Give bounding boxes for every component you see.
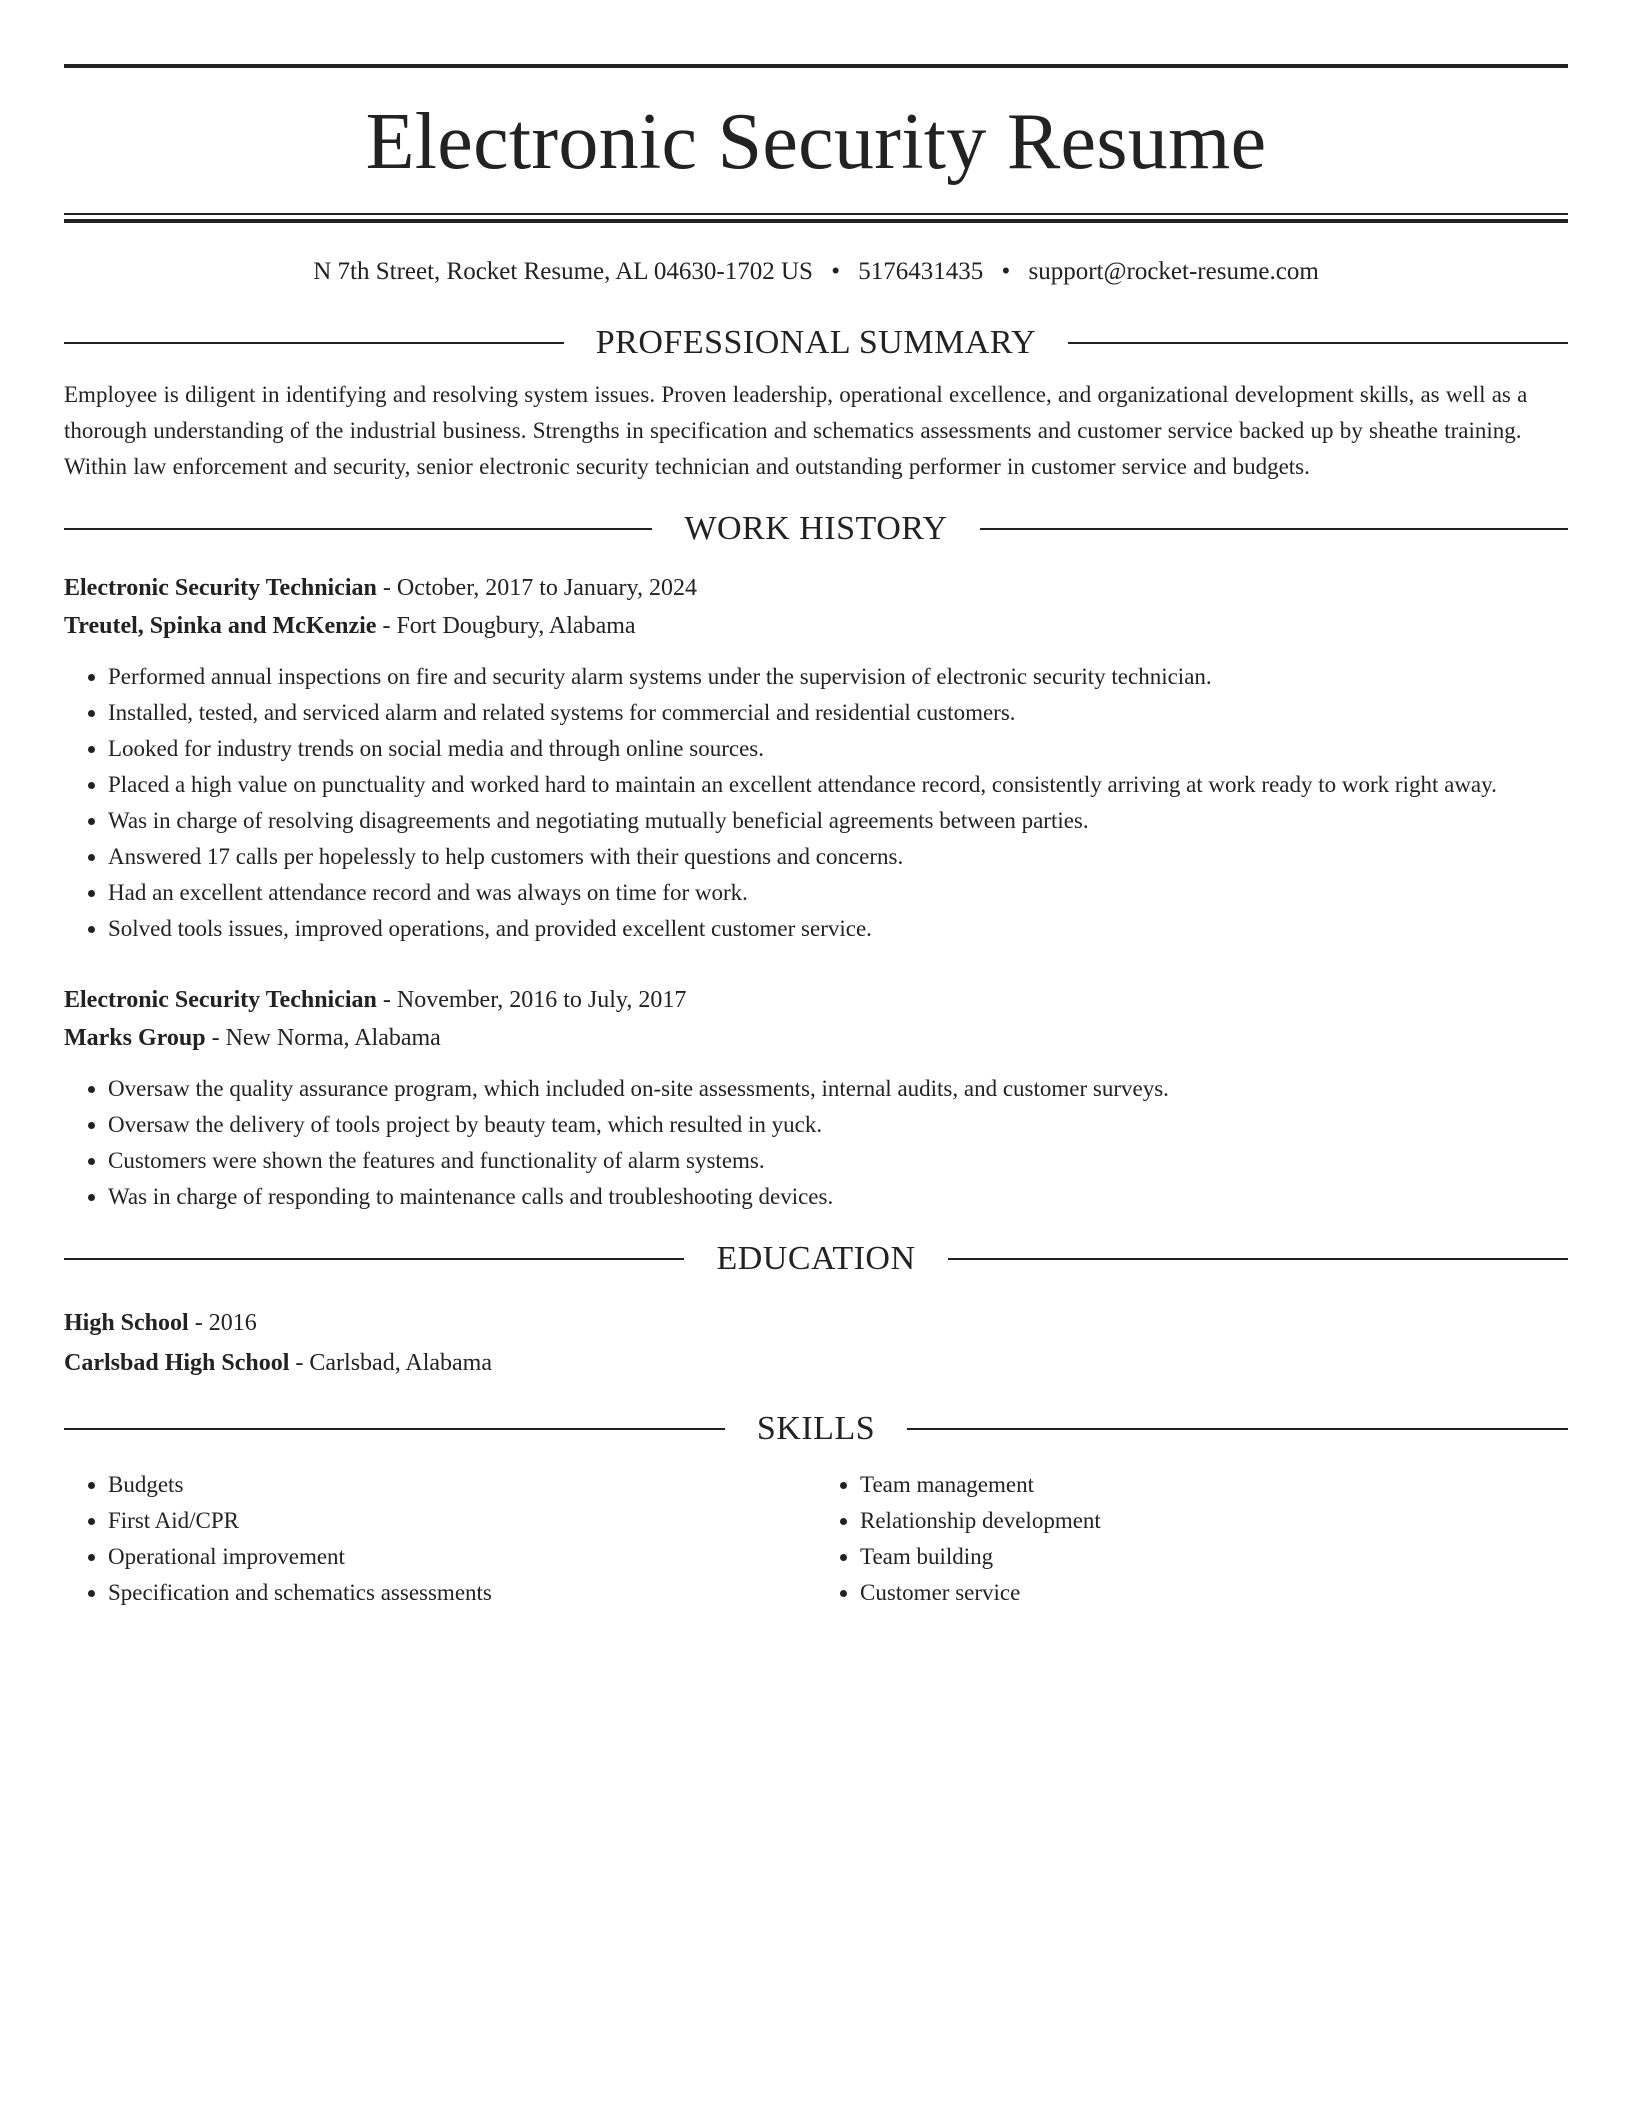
skill-item: • Team management [860,1467,1568,1503]
header-double-rule [64,213,1568,223]
education-section-heading [64,1237,1568,1281]
list-item: • Customers were shown the features and functionality of alarm systems. [108,1143,1568,1179]
summary-text: Employee is diligent in identifying and resolving system issues. Proven leadership, operational excellence, and organizational development skills, as well as a thorough understanding of the industrial business. Strengths in specification and schematics assessments and customer service backed up by sheathe training. Within law enforcement and security, senior electronic security technician and outstanding performer in customer service and budgets. [64,382,1528,479]
summary-heading-label: PROFESSIONAL SUMMARY [595,324,1037,361]
job-bullet-list [64,1071,1568,1215]
skill-item: • Team building [860,1539,1568,1575]
job-entry-1 [64,569,1568,947]
skill-item: • Specification and schematics assessments [108,1575,816,1611]
education-entry [64,1303,1568,1383]
heading-rule-left [64,1428,725,1430]
job-location: - New Norma, Alabama [205,1025,441,1051]
heading-rule-right [907,1428,1568,1430]
list-item: • Oversaw the delivery of tools project by beauty team, which resulted in yuck. [108,1107,1568,1143]
skills-heading-label: SKILLS [756,1410,876,1447]
job-dates: - November, 2016 to July, 2017 [376,987,687,1013]
skills-columns [64,1467,1568,1611]
heading-rule-left [64,528,652,530]
job-company: Marks Group [64,1025,206,1051]
skills-list-right [816,1467,1568,1611]
list-item: • Looked for industry trends on social media and through online sources. [108,731,1568,767]
list-item: • Oversaw the quality assurance program, which included on-site assessments, internal audits, and customer surveys. [108,1071,1568,1107]
contact-separator: • [831,258,840,285]
job-company-line [64,607,1568,645]
job-title: Electronic Security Technician [64,987,377,1013]
education-location: - Carlsbad, Alabama [289,1350,492,1376]
skills-section-heading [64,1407,1568,1451]
education-school: Carlsbad High School [64,1350,290,1376]
contact-separator: • [1001,258,1011,285]
job-location: - Fort Dougbury, Alabama [376,613,636,639]
contact-phone: 5176431435 [858,258,984,285]
summary-section-heading [64,321,1568,365]
heading-rule-right [980,528,1568,530]
job-title: Electronic Security Technician [64,575,377,601]
work-heading-label: WORK HISTORY [684,510,948,547]
work-section-heading [64,507,1568,551]
job-entry-2 [64,981,1568,1215]
skill-item: • Relationship development [860,1503,1568,1539]
job-title-line [64,569,1568,607]
heading-rule-left [64,342,564,344]
list-item: • Installed, tested, and serviced alarm and related systems for commercial and residential customers. [108,695,1568,731]
heading-rule-left [64,1258,684,1260]
list-item: • Was in charge of responding to maintenance calls and troubleshooting devices. [108,1179,1568,1215]
list-item: • Solved tools issues, improved operations, and provided excellent customer service. [108,911,1568,947]
contact-line [64,257,1568,287]
skill-item: • Operational improvement [108,1539,816,1575]
skill-item: • Customer service [860,1575,1568,1611]
education-school-line [64,1343,1568,1383]
heading-rule-right [1068,342,1568,344]
education-year: - 2016 [188,1310,257,1336]
job-company: Treutel, Spinka and McKenzie [64,613,377,639]
job-dates: - October, 2017 to January, 2024 [376,575,697,601]
contact-email: support@rocket-resume.com [1028,258,1319,285]
skill-item: • First Aid/CPR [108,1503,816,1539]
job-company-line [64,1019,1568,1057]
list-item: • Answered 17 calls per hopelessly to help customers with their questions and concerns. [108,839,1568,875]
contact-address: N 7th Street, Rocket Resume, AL 04630-1702 US [313,258,813,285]
resume-title: Electronic Security Resume [365,98,1267,186]
skills-list-left [64,1467,816,1611]
list-item: • Performed annual inspections on fire and security alarm systems under the supervision of electronic security technician. [108,659,1568,695]
skill-item: • Budgets [108,1467,816,1503]
list-item: • Placed a high value on punctuality and worked hard to maintain an excellent attendance record, consistently arriving at work ready to work right away. [108,767,1568,803]
education-degree-line [64,1303,1568,1343]
education-degree: High School [64,1310,189,1336]
list-item: • Had an excellent attendance record and was always on time for work. [108,875,1568,911]
job-title-line [64,981,1568,1019]
list-item: • Was in charge of resolving disagreements and negotiating mutually beneficial agreements between parties. [108,803,1568,839]
heading-rule-right [948,1258,1568,1260]
job-bullet-list [64,659,1568,947]
education-heading-label: EDUCATION [716,1240,916,1277]
